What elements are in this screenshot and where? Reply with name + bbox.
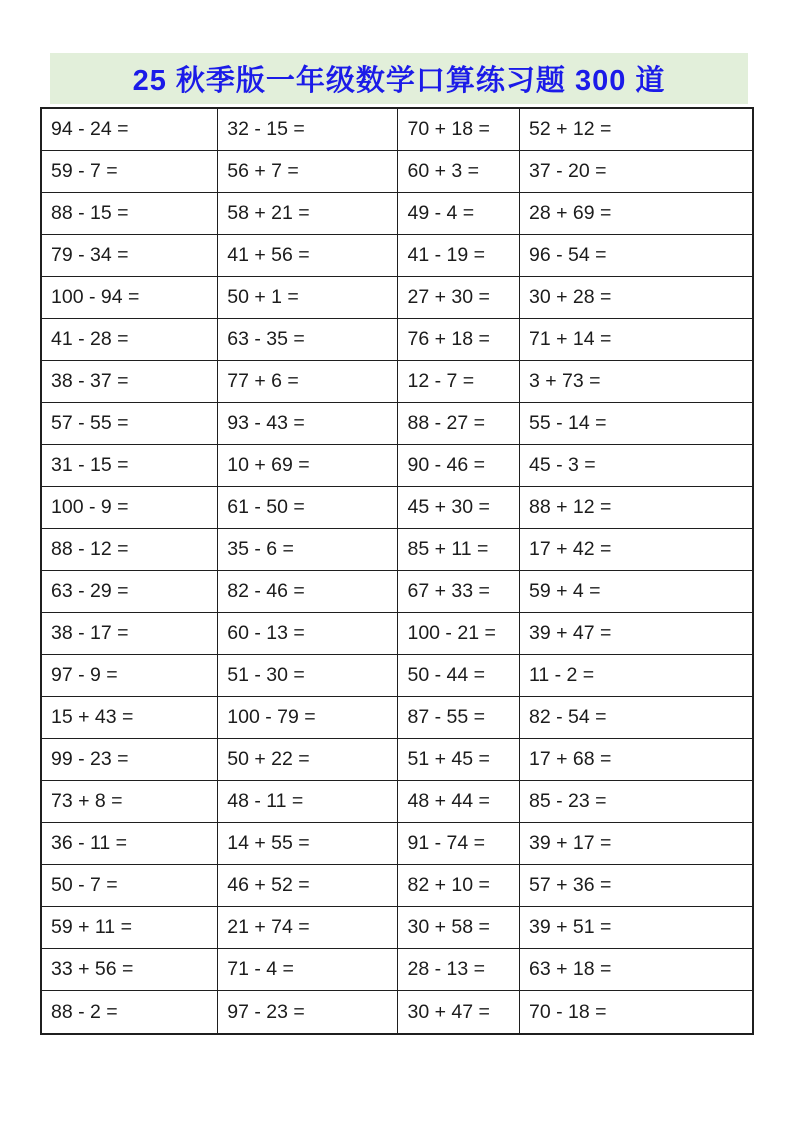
- problem-cell: 41 - 19 =: [398, 235, 519, 277]
- problem-cell: 71 + 14 =: [520, 319, 752, 361]
- problem-cell: 56 + 7 =: [218, 151, 398, 193]
- problem-cell: 15 + 43 =: [42, 697, 218, 739]
- problem-cell: 57 + 36 =: [520, 865, 752, 907]
- problem-cell: 51 - 30 =: [218, 655, 398, 697]
- problem-cell: 38 - 17 =: [42, 613, 218, 655]
- problem-cell: 79 - 34 =: [42, 235, 218, 277]
- problem-cell: 32 - 15 =: [218, 109, 398, 151]
- problem-cell: 82 - 54 =: [520, 697, 752, 739]
- problem-cell: 14 + 55 =: [218, 823, 398, 865]
- problem-cell: 99 - 23 =: [42, 739, 218, 781]
- problem-cell: 59 - 7 =: [42, 151, 218, 193]
- problem-cell: 31 - 15 =: [42, 445, 218, 487]
- problem-cell: 100 - 9 =: [42, 487, 218, 529]
- problem-cell: 57 - 55 =: [42, 403, 218, 445]
- problem-cell: 97 - 23 =: [218, 991, 398, 1033]
- problem-cell: 73 + 8 =: [42, 781, 218, 823]
- problem-cell: 52 + 12 =: [520, 109, 752, 151]
- problem-cell: 70 - 18 =: [528, 1000, 607, 1023]
- problem-cell: 30 + 28 =: [520, 277, 752, 319]
- problem-cell: 67 + 33 =: [398, 571, 519, 613]
- problem-cell: 49 - 4 =: [398, 193, 519, 235]
- problem-cell: 59 + 11 =: [42, 907, 218, 949]
- problem-cell: 85 - 23 =: [520, 781, 752, 823]
- worksheet-table: [40, 107, 754, 1035]
- problem-cell: 85 + 11 =: [398, 529, 519, 571]
- problem-cell: 28 - 13 =: [398, 949, 519, 991]
- problem-cell: 82 + 10 =: [398, 865, 519, 907]
- problem-cell: 100 - 94 =: [42, 277, 218, 319]
- problem-cell: 100 - 79 =: [218, 697, 398, 739]
- problem-cell: 50 - 7 =: [42, 865, 218, 907]
- problem-cell: 30 + 47 =: [398, 991, 519, 1033]
- problem-cell: 82 - 46 =: [218, 571, 398, 613]
- problem-cell: 88 - 2 =: [42, 991, 218, 1033]
- problem-cell: 39 + 47 =: [520, 613, 752, 655]
- problem-cell: 91 - 74 =: [398, 823, 519, 865]
- problem-cell: 33 + 56 =: [42, 949, 218, 991]
- problem-cell: 39 + 51 =: [520, 907, 752, 949]
- problem-cell: 87 - 55 =: [398, 697, 519, 739]
- problem-cell: 17 + 68 =: [520, 739, 752, 781]
- problem-cell: 50 + 1 =: [218, 277, 398, 319]
- problem-cell: 94 - 24 =: [42, 109, 218, 151]
- problem-cell: 100 - 21 =: [398, 613, 519, 655]
- problem-cell: 96 - 54 =: [520, 235, 752, 277]
- problem-cell: 48 + 44 =: [398, 781, 519, 823]
- problem-cell: 30 + 58 =: [398, 907, 519, 949]
- page-title: 25 秋季版一年级数学口算练习题 300 道: [132, 65, 666, 97]
- problem-cell: 11 - 2 =: [520, 655, 752, 697]
- title-banner: [50, 53, 748, 104]
- problem-cell: 41 - 28 =: [42, 319, 218, 361]
- problem-cell: 12 - 7 =: [398, 361, 519, 403]
- problem-cell: 48 - 11 =: [218, 781, 398, 823]
- problem-cell: 21 + 74 =: [218, 907, 398, 949]
- problem-cell: 59 + 4 =: [520, 571, 752, 613]
- problem-cell: 63 - 29 =: [42, 571, 218, 613]
- problem-cell: 61 - 50 =: [218, 487, 398, 529]
- problem-cell: 77 + 6 =: [218, 361, 398, 403]
- problem-cell: 58 + 21 =: [218, 193, 398, 235]
- problem-cell: 60 + 3 =: [398, 151, 519, 193]
- problem-cell: 55 - 14 =: [520, 403, 752, 445]
- problem-cell: 88 - 12 =: [42, 529, 218, 571]
- problem-cell: 90 - 46 =: [398, 445, 519, 487]
- problem-cell: 39 + 17 =: [520, 823, 752, 865]
- problem-cell: 37 - 20 =: [520, 151, 752, 193]
- problem-cell: 10 + 69 =: [218, 445, 398, 487]
- problem-cell: 3 + 73 =: [520, 361, 752, 403]
- problem-cell: 17 + 42 =: [520, 529, 752, 571]
- problem-cell: 28 + 69 =: [520, 193, 752, 235]
- problem-cell: 35 - 6 =: [218, 529, 398, 571]
- problem-cell: 41 + 56 =: [218, 235, 398, 277]
- problem-cell: 50 - 44 =: [398, 655, 519, 697]
- problem-cell: 45 - 3 =: [520, 445, 752, 487]
- problem-cell: 38 - 37 =: [42, 361, 218, 403]
- problem-cell: 71 - 4 =: [218, 949, 398, 991]
- problem-cell: 88 + 12 =: [520, 487, 752, 529]
- problem-cell: 36 - 11 =: [42, 823, 218, 865]
- problem-cell: 50 + 22 =: [218, 739, 398, 781]
- problem-cell: 63 - 35 =: [218, 319, 398, 361]
- problem-cell: 63 + 18 =: [520, 949, 752, 991]
- problem-cell: 93 - 43 =: [218, 403, 398, 445]
- problem-cell: 51 + 45 =: [398, 739, 519, 781]
- problem-cell: 76 + 18 =: [398, 319, 519, 361]
- problem-cell: 88 - 15 =: [42, 193, 218, 235]
- problem-cell: 27 + 30 =: [398, 277, 519, 319]
- problem-cell: 46 + 52 =: [218, 865, 398, 907]
- problem-cell: 70 + 18 =: [398, 109, 519, 151]
- problem-cell: 60 - 13 =: [218, 613, 398, 655]
- problem-cell: 88 - 27 =: [398, 403, 519, 445]
- problem-cell: 45 + 30 =: [398, 487, 519, 529]
- problem-cell: 97 - 9 =: [42, 655, 218, 697]
